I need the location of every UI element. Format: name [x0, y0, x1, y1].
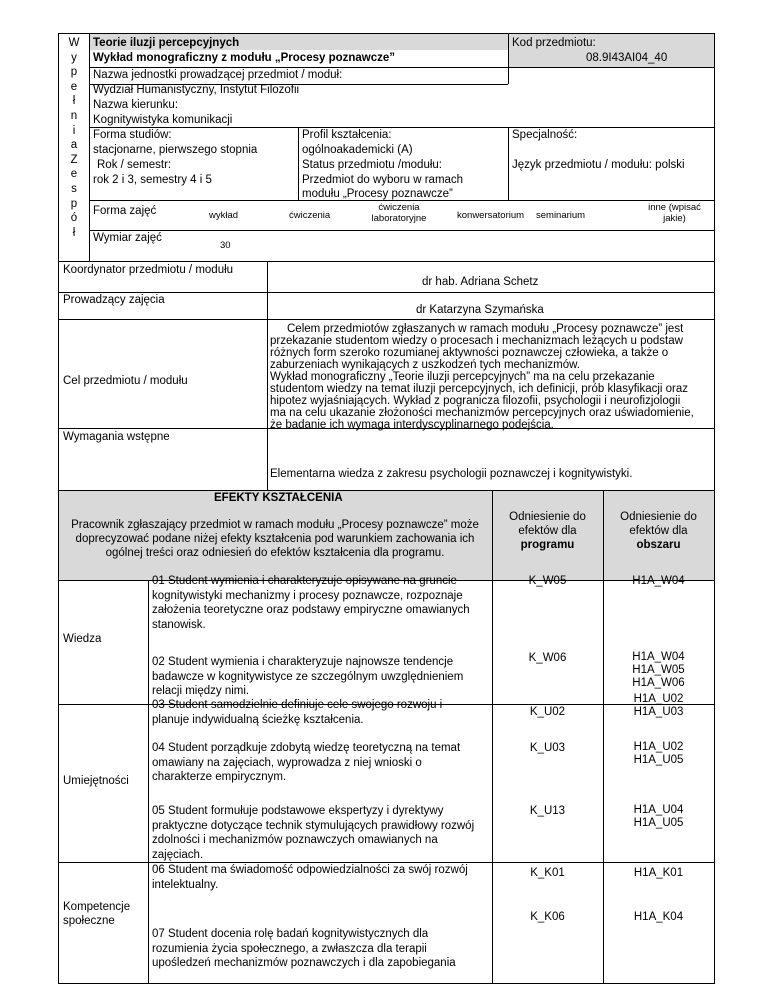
category-skills: Umiejętności	[63, 775, 129, 787]
effect-row-03: 03 Student samodzielnie definiuje cele swojego rozwoju i planuje indywidualną ścieżkę kształcenia.	[152, 699, 443, 726]
effects-intro-line: doprecyzować podane niżej efekty kształcenia pod warunkiem zachowania ich	[75, 533, 475, 545]
code-value: 08.9I43AI04_40	[586, 52, 668, 64]
effect-row-04-program: K_U03	[529, 742, 566, 754]
field-label: Nazwa kierunku:	[93, 99, 179, 111]
effect-row-07: 07 Student docenia rolę badań kognitywistycznych dla rozumienia życia społecznego, a zwłaszcza dla terapii upośledzeń mechanizmów poznawczych i dla zapobiegania	[152, 928, 456, 969]
effect-row-01-program: K_W05	[528, 575, 567, 587]
category-social-2: społeczne	[63, 915, 115, 927]
effect-row-07-program: K_K06	[530, 911, 565, 923]
goal-line: hipotez wyjaśniających. Wykład z pogranicza filozofii, psychologii i neurofizjologii	[270, 395, 681, 407]
unit-label: Nazwa jednostki prowadzącej przedmiot / moduł:	[93, 69, 343, 81]
goal-line: ma na celu ukazanie złożoności mechanizmów percepcyjnych oraz uświadomienie,	[270, 407, 694, 419]
specialty-label: Specjalność:	[512, 129, 578, 141]
study-form-label: Forma studiów:	[93, 129, 172, 141]
effect-row-06: 06 Student ma świadomość odpowiedzialności za swój rozwój intelektualny.	[152, 864, 468, 891]
effect-row-03-area: H1A_U02 H1A_U03	[633, 693, 684, 718]
status-value-1: Przedmiot do wyboru w ramach	[302, 174, 464, 186]
code-label: Kod przedmiotu:	[512, 37, 596, 49]
effects-intro-line: ogólnej treści oraz odniesień do efektów kształcenia dla programu.	[105, 547, 445, 559]
class-type-lecture: wykład	[209, 210, 239, 221]
unit-value: Wydział Humanistyczny, Instytut Filozofii	[93, 84, 300, 96]
side-label-zespol: W y p e ł n i a Z e s p ó ł	[68, 37, 80, 239]
class-form-label: Forma zajęć	[93, 205, 157, 217]
coordinator-value: dr hab. Adriana Schetz	[422, 276, 539, 288]
profile-label: Profil kształcenia:	[302, 129, 392, 141]
goal-line: przekazanie studentom wiedzy o procesach i mechanizmach leżących u podstaw	[270, 335, 683, 347]
class-type-other: inne (wpisać jakie)	[648, 202, 701, 224]
category-social-1: Kompetencje	[63, 901, 131, 913]
goal-line: że badanie ich wymaga interdyscyplinarnego podejścia.	[270, 419, 554, 431]
class-hours-lecture: 30	[220, 240, 231, 251]
teacher-label: Prowadzący zajęcia	[63, 294, 165, 306]
goal-label: Cel przedmiotu / modułu	[63, 375, 188, 387]
coordinator-label: Koordynator przedmiotu / modułu	[63, 264, 234, 276]
effect-row-07-area: H1A_K04	[633, 911, 684, 923]
goal-line: zaburzeniach wynikających z uszkodzeń tych mechanizmów.	[270, 359, 581, 371]
goal-line: studentom wiedzy na temat iluzji percepcyjnych, ich definicji, prób klasyfikacji oraz	[270, 383, 689, 395]
class-type-seminar: seminarium	[536, 210, 586, 221]
teacher-value: dr Katarzyna Szymańska	[416, 304, 544, 316]
prereq-label: Wymagania wstępne	[63, 431, 170, 443]
syllabus-form	[58, 33, 715, 984]
class-hours-label: Wymiar zajęć	[93, 232, 162, 244]
effect-row-02-program: K_W06	[528, 652, 567, 664]
effect-row-01: 01 Student wymienia i charakteryzuje opisywane na gruncie kognitywistyki mechanizmy i procesy poznawcze, rozpoznaje założenia teoretyczne oraz podstawy empiryczne omawianych stanowisk.	[152, 575, 470, 631]
effect-row-06-program: K_K01	[530, 867, 565, 879]
goal-line: różnych form szeroko rozumianej aktywności poznawczej człowieka, a także o	[270, 347, 669, 359]
year-label: Rok / semestr:	[97, 159, 172, 171]
course-title: Teorie iluzji percepcyjnych	[93, 37, 240, 49]
col-area-header: Odniesienie do efektów dla obszaru	[620, 511, 697, 551]
category-knowledge: Wiedza	[63, 633, 102, 645]
goal-line: Celem przedmiotów zgłaszanych w ramach modułu „Procesy poznawcze” jest	[287, 323, 684, 335]
effect-row-02-area: H1A_W04 H1A_W05 H1A_W06	[632, 651, 685, 689]
effect-row-03-program: K_U02	[529, 706, 566, 718]
effect-row-02: 02 Student wymienia i charakteryzuje najnowsze tendencje badawcze w kognitywistyce ze szczególnym uwzględnieniem relacji między nimi.	[152, 656, 464, 697]
field-value: Kognitywistyka komunikacji	[93, 114, 233, 126]
profile-value: ogólnoakademicki (A)	[302, 144, 413, 156]
study-form-value: stacjonarne, pierwszego stopnia	[93, 144, 258, 156]
effects-title: EFEKTY KSZTAŁCENIA	[214, 492, 343, 504]
effects-intro-line: Pracownik zgłaszający przedmiot w ramach modułu „Procesy poznawcze” może	[71, 519, 479, 531]
effect-row-05-area: H1A_U04 H1A_U05	[633, 804, 684, 829]
effect-row-04-area: H1A_U02 H1A_U05	[633, 741, 684, 766]
col-program-header: Odniesienie do efektów dla programu	[509, 511, 586, 551]
class-type-exercises: ćwiczenia	[289, 210, 331, 221]
class-type-lab: ćwiczenia laboratoryjne	[371, 202, 427, 224]
status-label: Status przedmiotu /modułu:	[302, 159, 442, 171]
goal-line: Wykład monograficzny „Teorie iluzji percepcyjnych” ma na celu przekazanie	[270, 371, 655, 383]
status-value-2: modułu „Procesy poznawcze”	[302, 188, 453, 200]
effect-row-06-area: H1A_K01	[633, 867, 684, 879]
effect-row-05: 05 Student formułuje podstawowe ekspertyzy i dyrektywy praktyczne dotyczące technik stymulujących prawidłowy rozwój zdolności i mechanizmów poznawczych omawianych na zajęciach.	[152, 805, 475, 861]
course-subtitle: Wykład monograficzny z modułu „Procesy poznawcze”	[93, 52, 396, 64]
year-value: rok 2 i 3, semestry 4 i 5	[93, 174, 212, 186]
language-value: Język przedmiotu / modułu: polski	[512, 159, 685, 171]
prereq-value: Elementarna wiedza z zakresu psychologii poznawczej i kognitywistyki.	[270, 468, 633, 480]
class-type-conversatory: konwersatorium	[457, 210, 525, 221]
effect-row-01-area: H1A_W04	[632, 575, 685, 587]
effect-row-05-program: K_U13	[529, 805, 566, 817]
effect-row-04: 04 Student porządkuje zdobytą wiedzę teoretyczną na temat omawiany na zajęciach, wyprowadza z niej wnioski o charakterze empirycznym.	[152, 742, 461, 783]
